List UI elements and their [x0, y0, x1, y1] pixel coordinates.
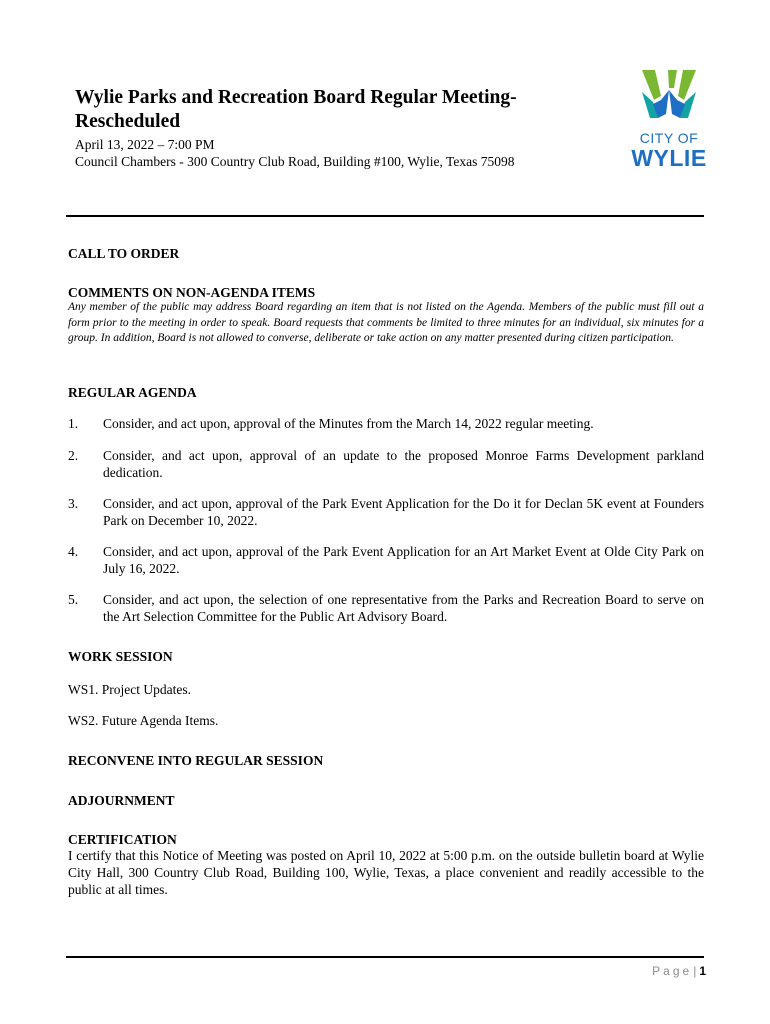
comments-text: Any member of the public may address Board regarding an item that is not listed on the Agenda. Members of the public must fill out a form prior to the meeting in order to speak. Board requests that comments be limited to three minutes for an individual, six minutes for a group. In addition, Board is not allowed to converse, deliberate or take action on any matter presented during citizen participation. [68, 301, 704, 344]
regular-agenda-heading: REGULAR AGENDA [68, 385, 197, 400]
work-session-heading: WORK SESSION [68, 649, 173, 664]
page-title: Wylie Parks and Recreation Board Regular Meeting-Rescheduled [75, 87, 517, 132]
logo-wylie-text: WYLIE [631, 145, 707, 171]
agenda-item-3 [68, 496, 704, 529]
certification-heading: CERTIFICATION [68, 832, 177, 847]
agenda-item-4 [68, 544, 704, 577]
footer-page-label: Page [652, 964, 693, 978]
agenda-item-5 [68, 592, 704, 625]
footer-page-number: 1 [699, 964, 706, 978]
agenda-item-text: Consider, and act upon, approval of the Park Event Application for the Do it for Declan 5K event at Founders Park on December 10, 2022. [103, 496, 704, 528]
work-session-item-1: WS1. Project Updates. [68, 682, 191, 697]
agenda-item-text: Consider, and act upon, approval of an update to the proposed Monroe Farms Development parkland dedication. [103, 448, 704, 480]
footer-separator: | [693, 964, 697, 978]
city-of-wylie-logo [628, 66, 710, 172]
work-session-item-2: WS2. Future Agenda Items. [68, 713, 219, 728]
call-to-order-heading: CALL TO ORDER [68, 246, 180, 261]
w-mark-icon [628, 66, 710, 130]
meeting-date-time: April 13, 2022 – 7:00 PM [75, 137, 215, 152]
agenda-item-number: 1. [68, 416, 79, 431]
reconvene-heading: RECONVENE INTO REGULAR SESSION [68, 753, 324, 768]
agenda-item-2 [68, 448, 704, 481]
agenda-item-number: 3. [68, 496, 79, 511]
header-divider [66, 215, 704, 217]
agenda-item-number: 5. [68, 592, 79, 607]
comments-heading: COMMENTS ON NON-AGENDA ITEMS [68, 285, 316, 300]
adjournment-heading: ADJOURNMENT [68, 793, 175, 808]
agenda-item-number: 4. [68, 544, 79, 559]
meeting-location: Council Chambers - 300 Country Club Road, Building #100, Wylie, Texas 75098 [75, 154, 515, 169]
page-footer [652, 964, 706, 978]
agenda-item-text: Consider, and act upon, approval of the Minutes from the March 14, 2022 regular meeting. [103, 416, 594, 431]
footer-divider [66, 956, 704, 958]
agenda-item-number: 2. [68, 448, 79, 463]
logo-city-of-text: CITY OF [639, 130, 699, 146]
certification-text: I certify that this Notice of Meeting was posted on April 10, 2022 at 5:00 p.m. on the outside bulletin board at Wylie City Hall, 300 Country Club Road, Building 100, Wylie, Texas, a place convenient and readily accessible to the public at all times. [68, 848, 704, 897]
agenda-item-text: Consider, and act upon, the selection of one representative from the Parks and Recreation Board to serve on the Art Selection Committee for the Public Art Advisory Board. [103, 592, 704, 624]
agenda-item-1 [68, 416, 704, 433]
agenda-item-text: Consider, and act upon, approval of the Park Event Application for an Art Market Event at Olde City Park on July 16, 2022. [103, 544, 704, 576]
